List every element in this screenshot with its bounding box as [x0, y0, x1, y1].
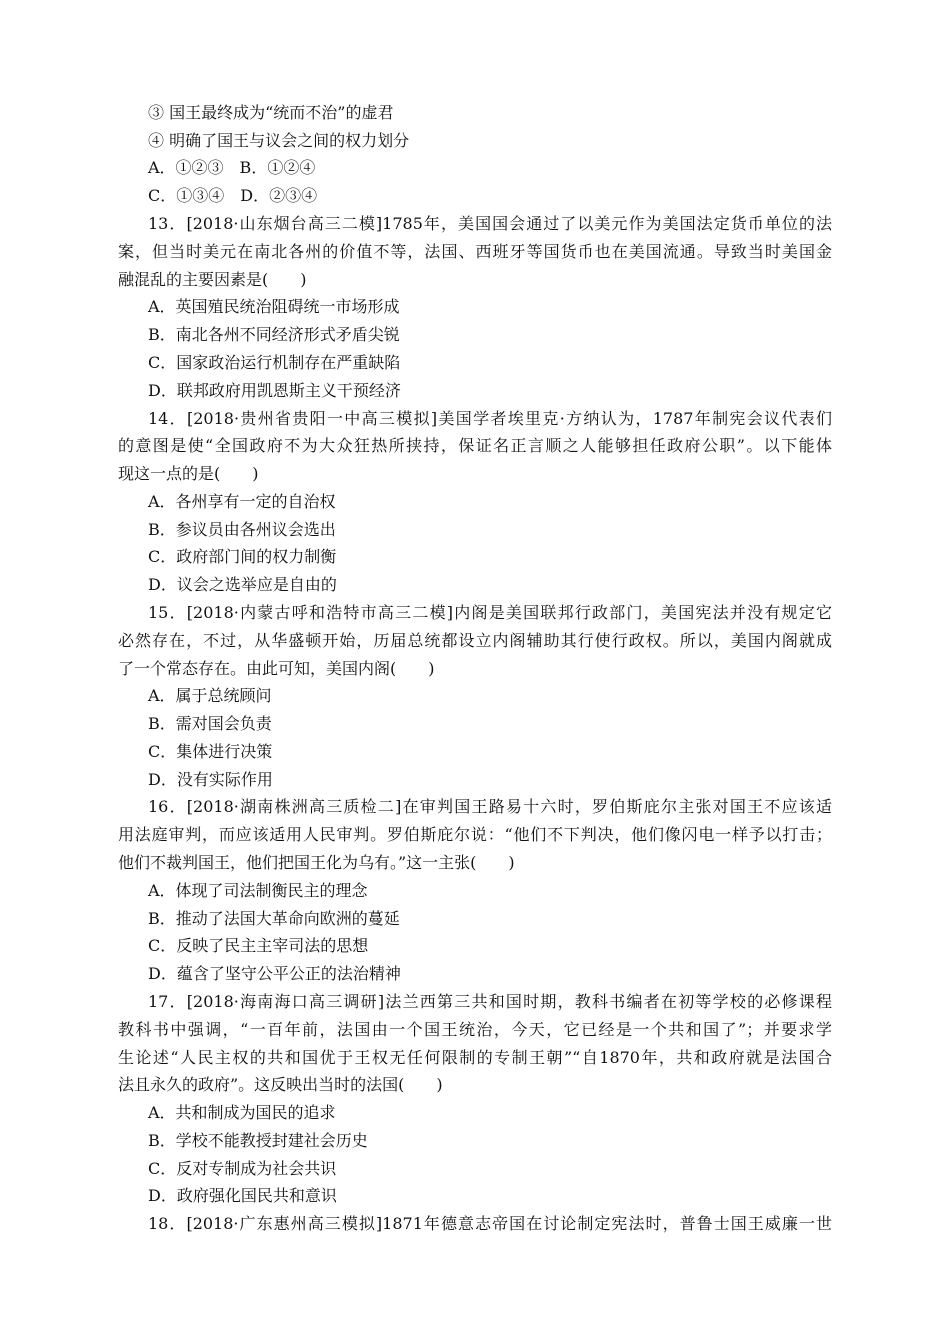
question-14-text: 14．[2018·贵州省贵阳一中高三模拟]美国学者埃里克·方纳认为，1787年制宪会议代表们: [148, 409, 832, 428]
answer-option: A．英国殖民统治阻碍统一市场形成: [148, 297, 400, 316]
question-17-text: 教科书中强调，“一百年前，法国由一个国王统治，今天，它已经是一个共和国了”；并要求学: [118, 1020, 832, 1039]
answer-option: C．反映了民主主宰司法的思想: [148, 936, 369, 955]
question-18-text: 18．[2018·广东惠州高三模拟]1871年德意志帝国在讨论制定宪法时，普鲁士国王威廉一世: [148, 1214, 832, 1233]
question-15-text: 必然存在，不过，从华盛顿开始，历届总统都设立内阁辅助其行使行政权。所以，美国内阁就成: [118, 631, 832, 650]
question-15-text: 了一个常态存在。由此可知，美国内阁( ): [118, 659, 435, 678]
answer-option: D．政府强化国民共和意识: [148, 1186, 337, 1205]
answer-choice-line: A．①②③ B．①②④: [148, 158, 316, 177]
answer-option: C．集体进行决策: [148, 742, 273, 761]
answer-option: A．体现了司法制衡民主的理念: [148, 881, 368, 900]
answer-option: C．国家政治运行机制存在严重缺陷: [148, 353, 401, 372]
answer-option: B．南北各州不同经济形式矛盾尖锐: [148, 325, 400, 344]
option-line: ③ 国王最终成为“统而不治”的虚君: [148, 103, 394, 122]
question-16-text: 他们不裁判国王，他们把国王化为乌有。”这一主张( ): [118, 853, 515, 872]
question-17-text: 生论述“人民主权的共和国优于王权无任何限制的专制王朝”“自1870年，共和政府就是法国合: [118, 1048, 832, 1067]
answer-option: B．学校不能教授封建社会历史: [148, 1131, 368, 1150]
answer-option: C．政府部门间的权力制衡: [148, 547, 337, 566]
answer-option: A．属于总统顾问: [148, 686, 272, 705]
question-16-text: 16．[2018·湖南株洲高三质检二]在审判国王路易十六时，罗伯斯庇尔主张对国王不应该适: [148, 797, 832, 816]
question-16-text: 用法庭审判，而应该适用人民审判。罗伯斯庇尔说：“他们不下判决，他们像闪电一样予以打击；: [118, 825, 832, 844]
answer-option: D．议会之选举应是自由的: [148, 575, 337, 594]
answer-option: D．没有实际作用: [148, 770, 273, 789]
question-13-text: 案，但当时美元在南北各州的价值不等，法国、西班牙等国货币也在美国流通。导致当时美国金: [118, 242, 832, 261]
answer-option: A．共和制成为国民的追求: [148, 1103, 336, 1122]
answer-option: B．推动了法国大革命向欧洲的蔓延: [148, 909, 400, 928]
answer-option: B．需对国会负责: [148, 714, 272, 733]
answer-option: B．参议员由各州议会选出: [148, 520, 336, 539]
question-17-text: 法且永久的政府”。这反映出当时的法国( ): [118, 1075, 443, 1094]
question-17-text: 17．[2018·海南海口高三调研]法兰西第三共和国时期，教科书编者在初等学校的必修课程: [148, 992, 832, 1011]
question-13-text: 融混乱的主要因素是( ): [118, 270, 307, 289]
question-14-text: 现这一点的是( ): [118, 464, 259, 483]
question-15-text: 15．[2018·内蒙古呼和浩特市高三二模]内阁是美国联邦行政部门，美国宪法并没有规定它: [148, 603, 832, 622]
answer-option: D．联邦政府用凯恩斯主义干预经济: [148, 381, 401, 400]
question-14-text: 的意图是使“全国政府不为大众狂热所挟持，保证名正言顺之人能够担任政府公职”。以下能体: [118, 436, 832, 455]
answer-choice-line: C．①③④ D．②③④: [148, 186, 318, 205]
answer-option: C．反对专制成为社会共识: [148, 1159, 337, 1178]
answer-option: A．各州享有一定的自治权: [148, 492, 336, 511]
question-13-text: 13．[2018·山东烟台高三二模]1785年，美国国会通过了以美元作为美国法定货币单位的法: [148, 214, 832, 233]
option-line: ④ 明确了国王与议会之间的权力划分: [148, 131, 410, 150]
answer-option: D．蕴含了坚守公平公正的法治精神: [148, 964, 401, 983]
